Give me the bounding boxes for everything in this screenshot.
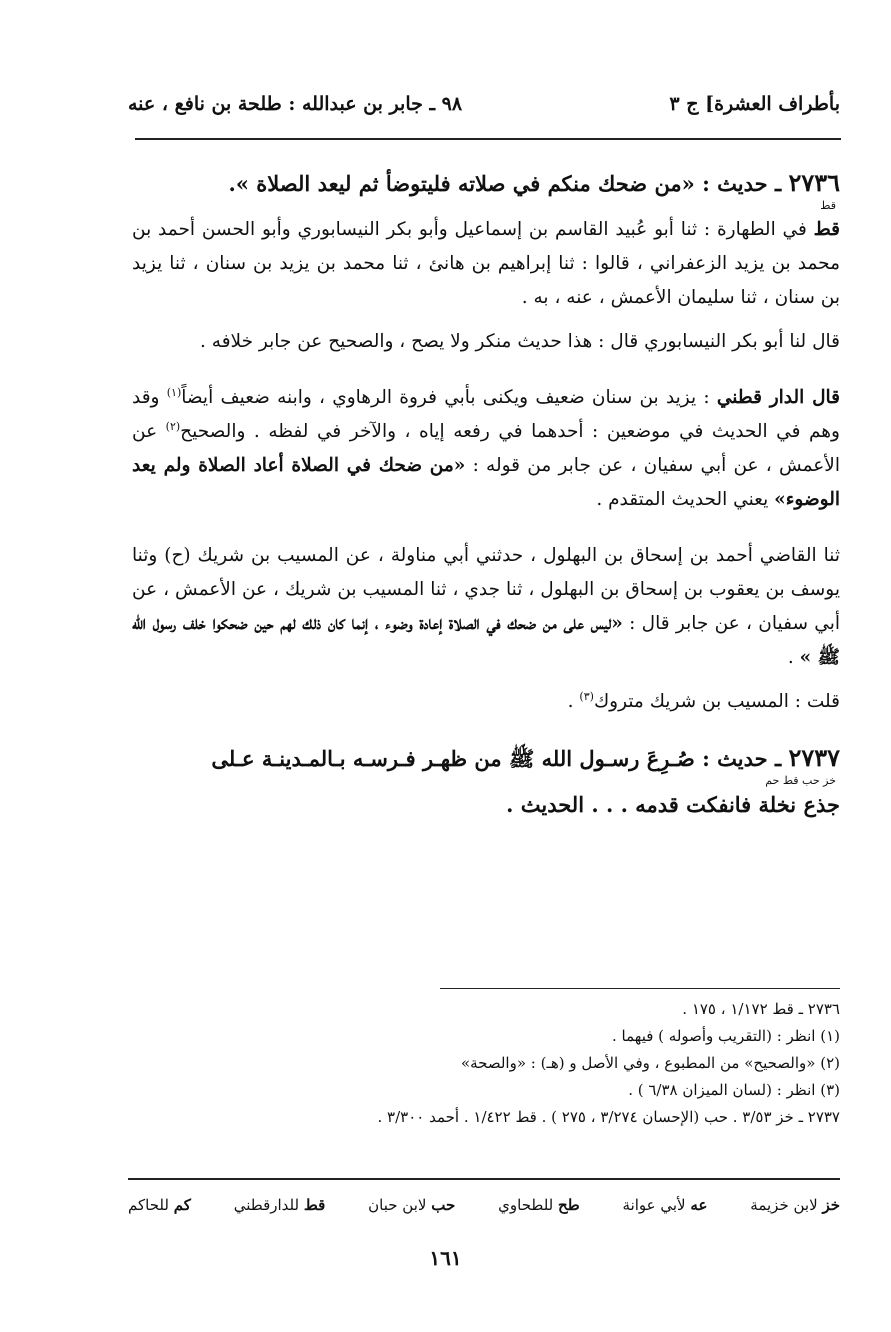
hadith-2736-isnad [132, 213, 840, 315]
footnote-source-2736: ٢٧٣٦ ـ قط ١/١٧٢ ، ١٧٥ . [682, 1000, 840, 1018]
section-title: ٩٨ ـ جابر بن عبدالله : طلحة بن نافع ، عنه [128, 93, 463, 115]
bottom-rule [128, 1178, 840, 1180]
hadith-number: ٢٧٣٧ [788, 743, 840, 772]
main-text [132, 166, 840, 822]
footnote-source-2737: ٢٧٣٧ ـ خز ٣/٥٣ . حب (الإحسان ٣/٢٧٤ ، ٢٧٥ ) . قط ١/٤٢٢ . أحمد ٣/٣٠٠ . [377, 1108, 840, 1126]
abbrev-item: حب لابن حبان [368, 1196, 456, 1214]
abbrev-item: قط للدارقطني [233, 1196, 326, 1214]
hadith-2737-title [132, 741, 840, 776]
daraqutni-part1: : يزيد بن سنان ضعيف ويكنى بأبي فروة الرهاوي ، وابنه ضعيف أيضاً [181, 387, 717, 408]
hadith-2737-title-line2: جذع نخلة فانفكت قدمه . . . الحديث . [506, 792, 840, 817]
isnad-text: في الطهارة : ثنا أبو عُبيد القاسم بن إسماعيل وأبو بكر النيسابوري وأبو الحسن أحمد بن محمد بن يزيد الزعفراني ، قالوا : ثنا إبراهيم بن هانئ ، ثنا محمد بن يزيد بن سنان ، ثنا يزيد بن سنان ، ثنا سليمان الأعمش ، عنه ، به . [132, 219, 840, 308]
second-isnad: ثنا القاضي أحمد بن إسحاق بن البهلول ، حدثني أبي مناولة ، عن المسيب بن شريك (ح) وثنا يوسف بن يعقوب بن إسحاق بن البهلول ، ثنا جدي ، ثنا المسيب بن شريك ، عن الأعمش ، عن أبي سفيان ، عن جابر قال : [132, 545, 840, 634]
qultu-end: . [567, 691, 580, 712]
header-rule [135, 138, 841, 140]
daraqutni-paragraph [132, 381, 840, 517]
footnote-rule [440, 988, 840, 989]
abbrev-item: طح للطحاوي [498, 1196, 580, 1214]
daraqutni-part2: وقد وهم في الحديث في موضعين : أحدهما في رفعه إياه ، والآخر في لفظه . والصحيح [132, 387, 840, 442]
abbreviation-legend [128, 1190, 840, 1220]
hadith-2737-sigla: خز حب قط حم [765, 774, 836, 787]
footnote-1: (١) انظر : (التقريب وأصوله ) فيهما . [612, 1027, 840, 1045]
second-isnad-paragraph [132, 539, 840, 675]
running-header [128, 86, 840, 122]
hadith-title-text: ـ حديث : «من ضحك منكم في صلاته فليتوضأ ثم ليعد الصلاة ». [228, 171, 789, 196]
abbrev-item: عه لأبي عوانة [622, 1196, 708, 1214]
footnote-marker-1[interactable]: (١) [166, 385, 182, 399]
page-number: ١٦١ [429, 1246, 462, 1270]
footnote-marker-3[interactable]: (٣) [579, 689, 594, 703]
hadith-2736-title [132, 166, 840, 201]
hadith-number: ٢٧٣٦ [788, 168, 840, 197]
book-title: بأطراف العشرة] ج ٣ [669, 93, 840, 115]
qultu-text: قلت : المسيب بن شريك متروك [593, 691, 840, 712]
hadith-2736-sigla: قط [820, 199, 836, 212]
daraqutni-lead: قال الدار قطني [716, 387, 840, 408]
qultu-paragraph [132, 685, 840, 719]
daraqutni-quote: «من ضحك في الصلاة أعاد الصلاة ولم يعد الوضوء» [132, 455, 840, 510]
abbrev-item: كم للحاكم [128, 1196, 191, 1214]
abbrev-item: خز لابن خزيمة [750, 1196, 840, 1214]
footnote-3: (٣) انظر : (لسان الميزان ٦/٣٨ ) . [628, 1081, 840, 1099]
footnote-marker-2[interactable]: (٢) [165, 419, 181, 433]
daraqutni-part3: عن الأعمش ، عن أبي سفيان ، عن جابر من قوله : [132, 421, 841, 476]
isnad-source: قط [813, 219, 840, 240]
footnotes [132, 996, 840, 1131]
daraqutni-end: يعني الحديث المتقدم . [596, 489, 775, 510]
second-quote: «ليس على من ضحك في الصلاة إعادة وضوء ، إنما كان ذلك لهم حين ضحكوا خلف رسول الله ﷺ » [132, 613, 840, 668]
second-end: . [787, 647, 800, 668]
footnote-2: (٢) «والصحيح» من المطبوع ، وفي الأصل و (هـ) : «والصحة» [460, 1054, 840, 1072]
hadith-title-line1: ـ حديث : صُـرِعَ رسـول الله ﷺ من ظهـر فـرسـه بـالمـدينـة عـلى [211, 746, 789, 771]
hadith-2736-comment: قال لنا أبو بكر النيسابوري قال : هذا حديث منكر ولا يصح ، والصحيح عن جابر خلافه . [200, 331, 840, 352]
